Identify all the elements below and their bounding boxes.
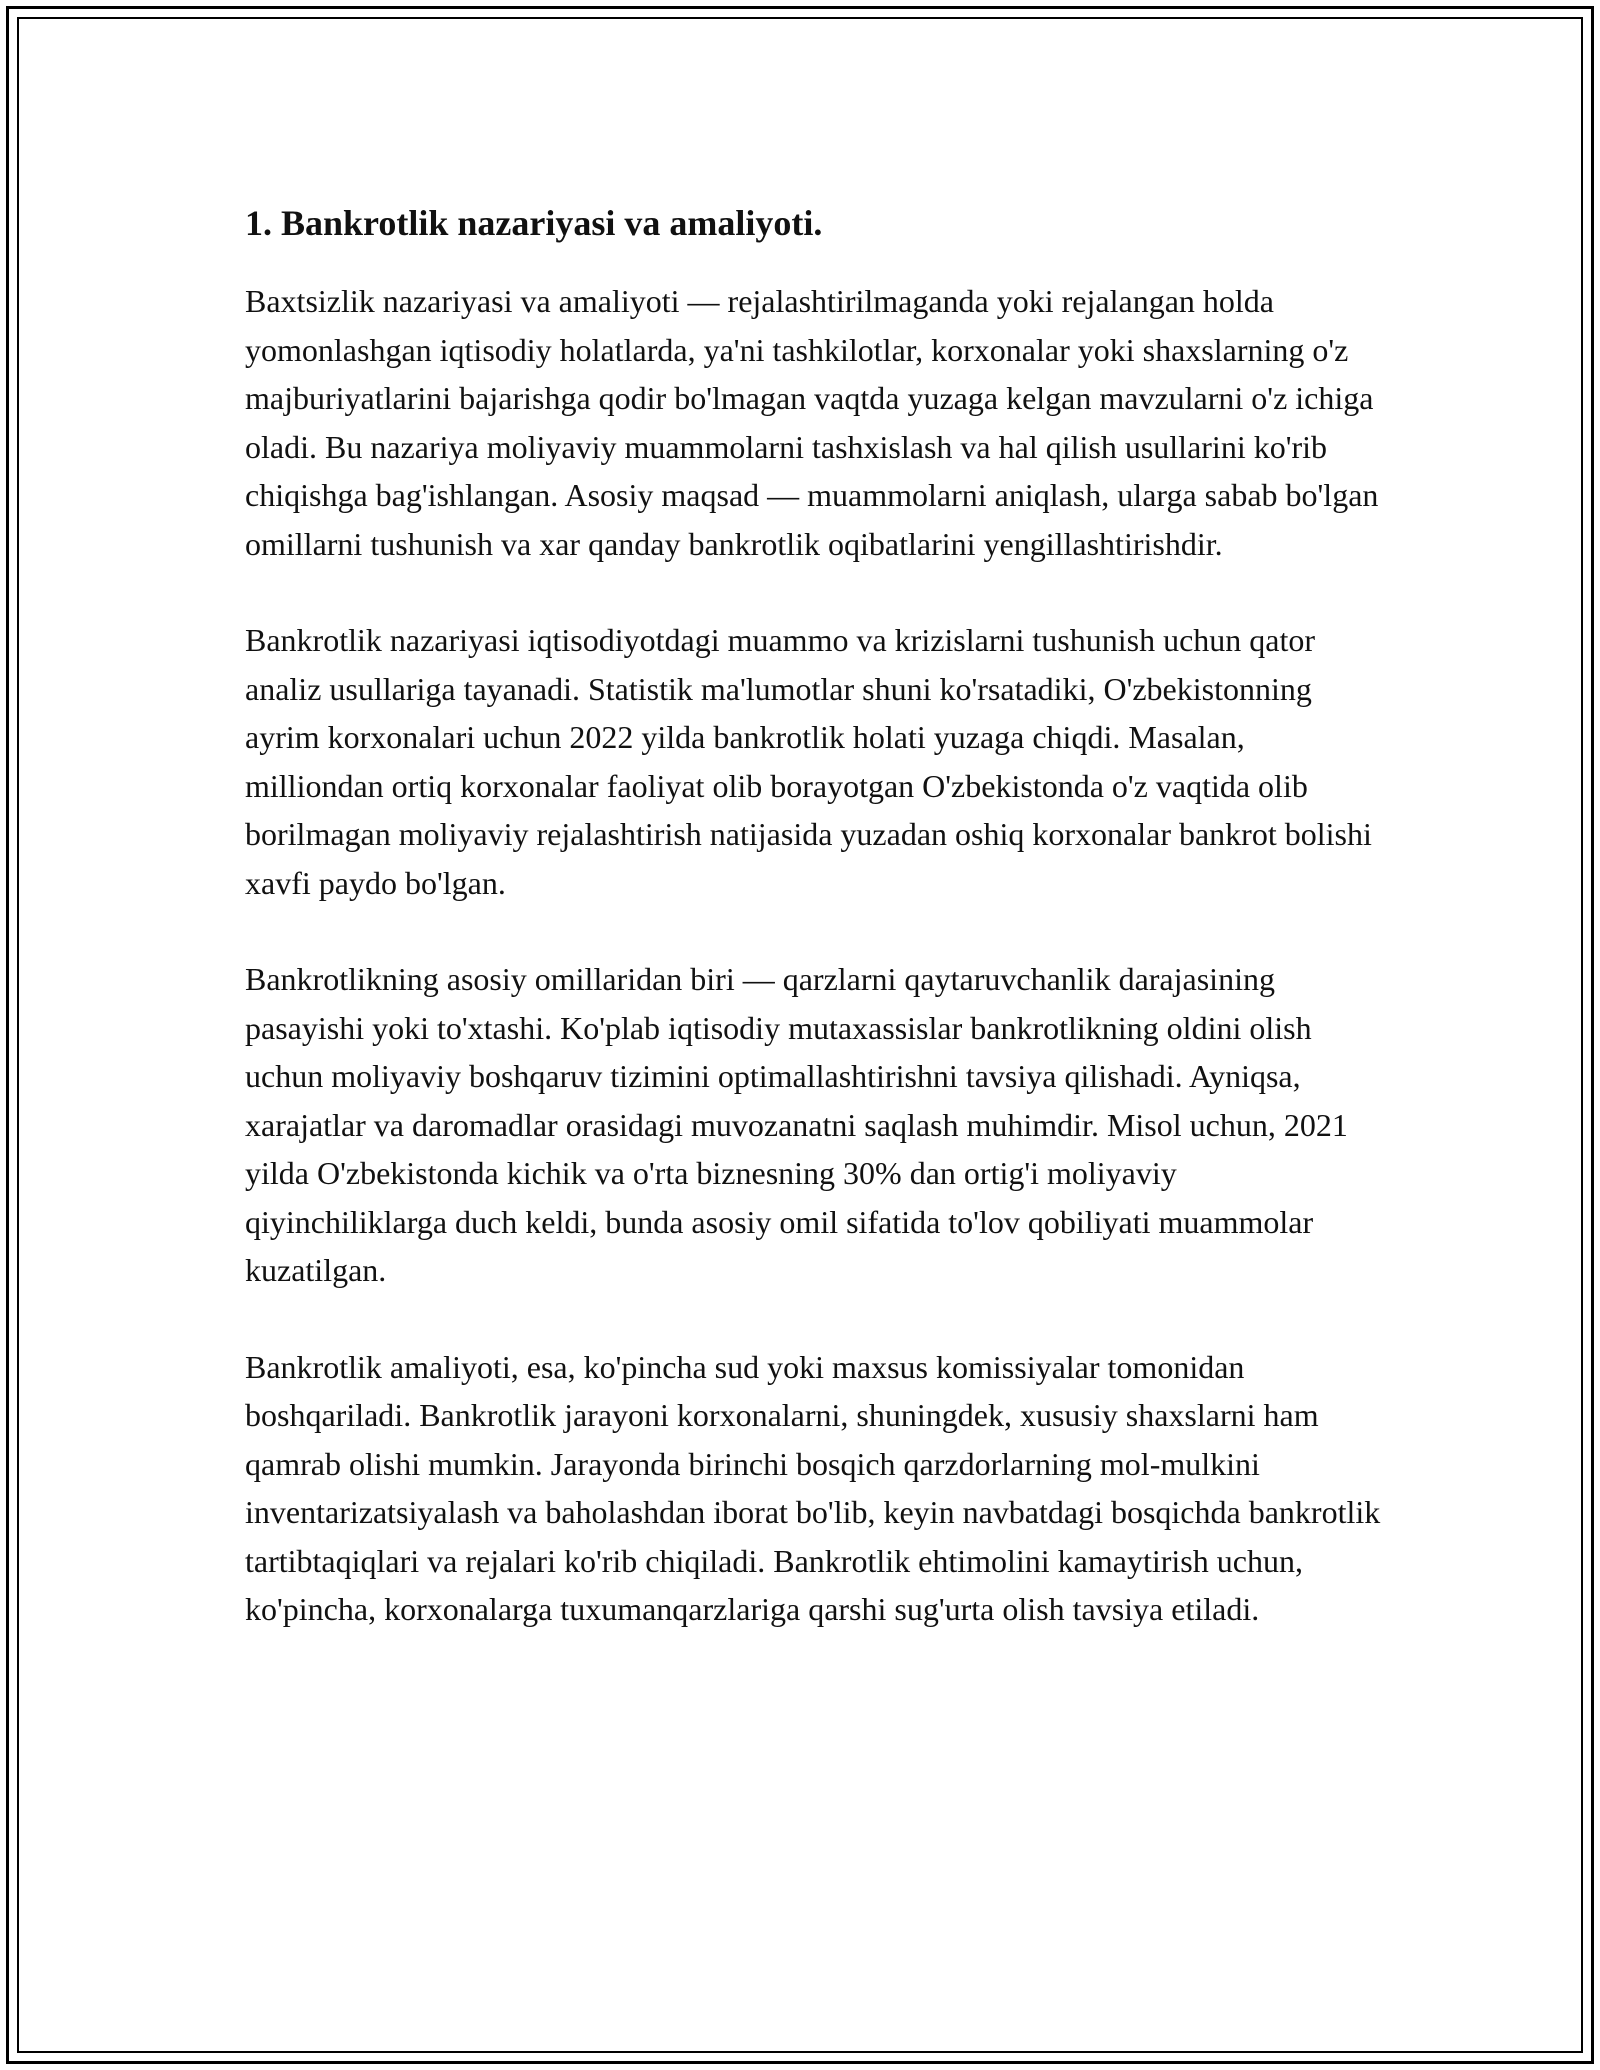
document-title: 1. Bankrotlik nazariyasi va amaliyoti. — [245, 203, 823, 243]
paragraph-4: Bankrotlik amaliyoti, esa, ko'pincha sud yoki maxsus komissiyalar tomonidan boshqariladi. Bankrotlik jarayoni korxonalarni, shuningdek, xususiy shaxslarni ham qamrab olishi mumkin. Jarayonda birinchi bosqich qarzdorlarning mol-mulkini inventarizatsiyalash va baholashdan iborat bo'lib, keyin navbatdagi bosqichda bankrotlik tartibtaqiqlari va rejalari ko'rib chiqiladi. Bankrotlik ehtimolini kamaytirish uchun, ko'pincha, korxonalarga tuxumanqarzlariga qarshi sug'urta olish tavsiya etiladi. — [245, 1348, 1381, 1627]
page-frame — [6, 6, 1594, 2064]
paragraph-2: Bankrotlik nazariyasi iqtisodiyotdagi muammo va krizislarni tushunish uchun qator analiz usullariga tayanadi. Statistik ma'lumotlar shuni ko'rsatadiki, O'zbekistonning ayrim korxonalari uchun 2022 yilda bankrotlik holati yuzaga chiqdi. Masalan, milliondan ortiq korxonalar faoliyat olib borayotgan O'zbekistonda o'z vaqtida olib borilmagan moliyaviy rejalashtirish natijasida yuzadan oshiq korxonalar bankrot bolishi xavfi paydo bo'lgan. — [245, 622, 1372, 901]
paragraph-3: Bankrotlikning asosiy omillaridan biri — qarzlarni qaytaruvchanlik darajasining pasayishi yoki to'xtashi. Ko'plab iqtisodiy mutaxassislar bankrotlikning oldini olish uchun moliyaviy boshqaruv tizimini optimallashtirishni tavsiya qilishadi. Ayniqsa, xarajatlar va daromadlar orasidagi muvozanatni saqlash muhimdir. Misol uchun, 2021 yilda O'zbekistonda kichik va o'rta biznesning 30% dan ortig'i moliyaviy qiyinchiliklarga duch keldi, bunda asosiy omil sifatida to'lov qobiliyati muammolar kuzatilgan. — [245, 961, 1348, 1288]
paragraph-1: Baxtsizlik nazariyasi va amaliyoti — rejalashtirilmaganda yoki rejalangan holda yomonlashgan iqtisodiy holatlarda, ya'ni tashkilotlar, korxonalar yoki shaxslarning o'z majburiyatlarini bajarishga qodir bo'lmagan vaqtda yuzaga kelgan mavzularni o'z ichiga oladi. Bu nazariya moliyaviy muammolarni tashxislash va hal qilish usullarini ko'rib chiqishga bag'ishlangan. Asosiy maqsad — muammolarni aniqlash, ularga sabab bo'lgan omillarni tushunish va xar qanday bankrotlik oqibatlarini yengillashtirishdir. — [245, 283, 1379, 562]
document-body — [245, 195, 1385, 1634]
